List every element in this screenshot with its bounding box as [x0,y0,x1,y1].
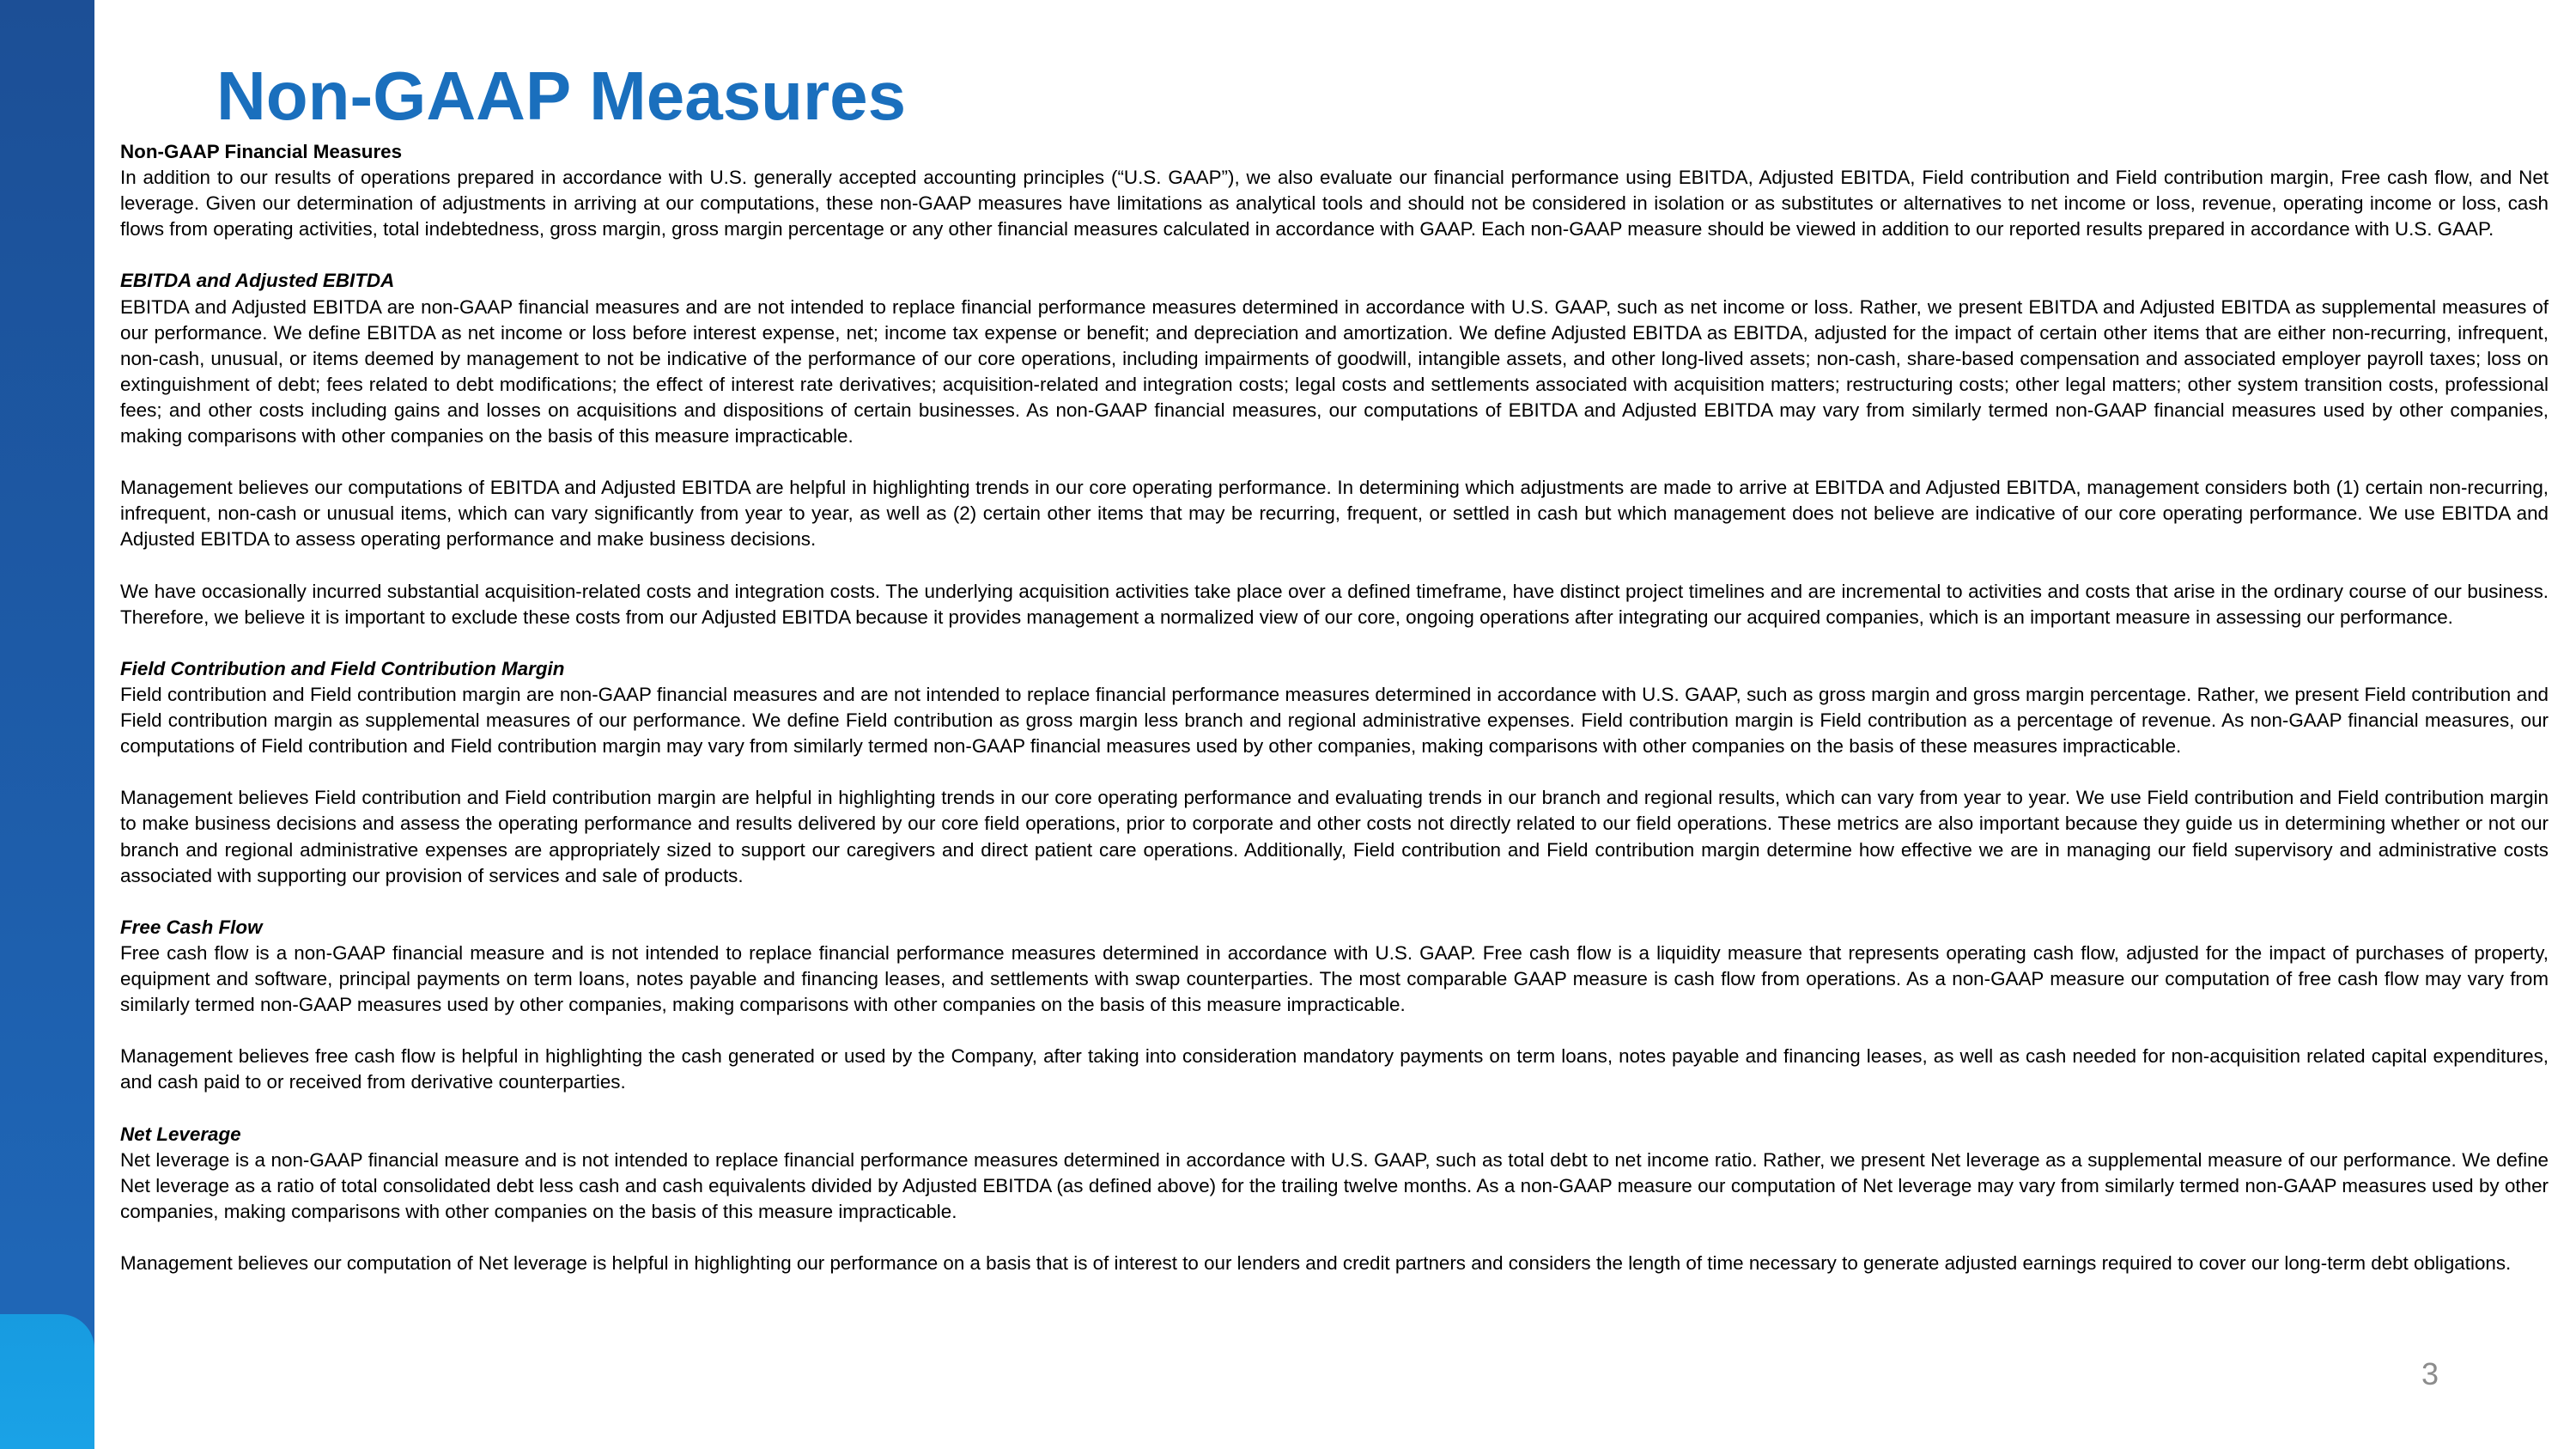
paragraph: Management believes Field contribution and Field contribution margin are helpful in highlighting trends in our core operating performance and evaluating trends in our branch and regional results, which can vary from year to year. We use Field contribution and Field contribution margin to make business decisions and assess the operating performance and results delivered by our core field operations, prior to corporate and other costs not directly related to our field operations. These metrics are also important because they guide us in determining whether or not our branch and regional administrative expenses are appropriately sized to support our caregivers and direct patient care operations. Additionally, Field contribution and Field contribution margin determine how effective we are in managing our field supervisory and administrative costs associated with supporting our provision of services and sale of products. [120,787,2549,886]
paragraph: Net leverage is a non-GAAP financial measure and is not intended to replace financial performance measures determined in accordance with U.S. GAAP, such as total debt to net income ratio. Rather, we present Net leverage as a supplemental measure of our performance. We define Net leverage as a ratio of total consolidated debt less cash and cash equivalents divided by Adjusted EBITDA (as defined above) for the trailing twelve months. As a non-GAAP measure our computation of Net leverage may vary from similarly termed non-GAAP measures used by other companies, making comparisons with other companies on the basis of this measure impracticable. [120,1148,2549,1222]
section-field-contribution [120,656,2549,889]
section-free-cash-flow [120,915,2549,1096]
section-heading: Free Cash Flow [120,916,263,938]
body-text [120,139,2549,1302]
left-sidebar-band [0,0,94,1449]
paragraph: Management believes our computation of Net leverage is helpful in highlighting our performance on a basis that is of interest to our lenders and credit partners and considers the length of time necessary to generate adjusted earnings required to cover our long-term debt obligations. [120,1252,2512,1275]
paragraph: Free cash flow is a non-GAAP financial measure and is not intended to replace financial performance measures determined in accordance with U.S. GAAP. Free cash flow is a liquidity measure that represents operating cash flow, adjusted for the impact of purchases of property, equipment and software, principal payments on term loans, notes payable and financing leases, and settlements with swap counterparties. The most comparable GAAP measure is cash flow from operations. As a non-GAAP measure our computation of free cash flow may vary from similarly termed non-GAAP measures used by other companies, making comparisons with other companies on the basis of this measure impracticable. [120,941,2549,1016]
paragraph: We have occasionally incurred substantial acquisition-related costs and integration costs. The underlying acquisition activities take place over a defined timeframe, have distinct project timelines and are incremental to activities and costs that arise in the ordinary course of our business. Therefore, we believe it is important to exclude these costs from our Adjusted EBITDA because it provides management a normalized view of our core, ongoing operations after integrating our acquired companies, which is an important measure in assessing our performance. [120,580,2549,628]
page-title: Non-GAAP Measures [216,58,907,134]
section-heading: Field Contribution and Field Contribution Margin [120,657,565,679]
section-net-leverage [120,1122,2549,1277]
section-heading: Net Leverage [120,1123,241,1145]
page-number: 3 [2421,1356,2439,1391]
paragraph: EBITDA and Adjusted EBITDA are non-GAAP financial measures and are not intended to replace financial performance measures determined in accordance with U.S. GAAP, such as net income or loss. Rather, we present EBITDA and Adjusted EBITDA as supplemental measures of our performance. We define EBITDA as net income or loss before interest expense, net; income tax expense or benefit; and depreciation and amortization. We define Adjusted EBITDA as EBITDA, adjusted for the impact of certain other items that are either non-recurring, infrequent, non-cash, unusual, or items deemed by management to not be indicative of the performance of our core operations, including impairments of goodwill, intangible assets, and other long-lived assets; non-cash, share-based compensation and associated employer payroll taxes; loss on extinguishment of debt; fees related to debt modifications; the effect of interest rate derivatives; acquisition-related and integration costs; legal costs and settlements associated with acquisition matters; restructuring costs; other legal matters; other system transition costs, professional fees; and other costs including gains and losses on acquisitions and dispositions of certain businesses. As non-GAAP financial measures, our computations of EBITDA and Adjusted EBITDA may vary from similarly termed non-GAAP financial measures used by other companies, making comparisons with other companies on the basis of this measure impracticable. [120,295,2549,447]
section-non-gaap-financial-measures [120,139,2549,242]
section-heading: Non-GAAP Financial Measures [120,141,403,162]
paragraph: Field contribution and Field contribution margin are non-GAAP financial measures and are not intended to replace financial performance measures determined in accordance with U.S. GAAP, such as gross margin and gross margin percentage. Rather, we present Field contribution and Field contribution margin as supplemental measures of our performance. We define Field contribution as gross margin less branch and regional administrative expenses. Field contribution margin is Field contribution as a percentage of revenue. As non-GAAP financial measures, our computations of Field contribution and Field contribution margin may vary from similarly termed non-GAAP financial measures used by other companies, making comparisons with other companies on the basis of these measures impracticable. [120,683,2549,758]
paragraph: Management believes our computations of EBITDA and Adjusted EBITDA are helpful in highlighting trends in our core operating performance. In determining which adjustments are made to arrive at EBITDA and Adjusted EBITDA, management considers both (1) certain non-recurring, infrequent, non-cash or unusual items, which can vary significantly from year to year, as well as (2) certain other items that may be recurring, frequent, or settled in cash but which management does not believe are indicative of our core operating performance. We use EBITDA and Adjusted EBITDA to assess operating performance and make business decisions. [120,477,2549,551]
paragraph: Management believes free cash flow is helpful in highlighting the cash generated or used by the Company, after taking into consideration mandatory payments on term loans, notes payable and financing leases, as well as cash needed for non-acquisition related capital expenditures, and cash paid to or received from derivative counterparties. [120,1045,2549,1093]
section-heading: EBITDA and Adjusted EBITDA [120,270,395,292]
left-sidebar-tab [0,1314,94,1449]
section-ebitda [120,268,2549,630]
paragraph: In addition to our results of operations prepared in accordance with U.S. generally accepted accounting principles (“U.S. GAAP”), we also evaluate our financial performance using EBITDA, Adjusted EBITDA, Field contribution and Field contribution margin, Free cash flow, and Net leverage. Given our determination of adjustments in arriving at our computations, these non-GAAP measures have limitations as analytical tools and should not be considered in isolation or as substitutes or alternatives to net income or loss, revenue, operating income or loss, cash flows from operating activities, total indebtedness, gross margin, gross margin percentage or any other financial measures calculated in accordance with GAAP. Each non-GAAP measure should be viewed in addition to our reported results prepared in accordance with U.S. GAAP. [120,167,2549,240]
